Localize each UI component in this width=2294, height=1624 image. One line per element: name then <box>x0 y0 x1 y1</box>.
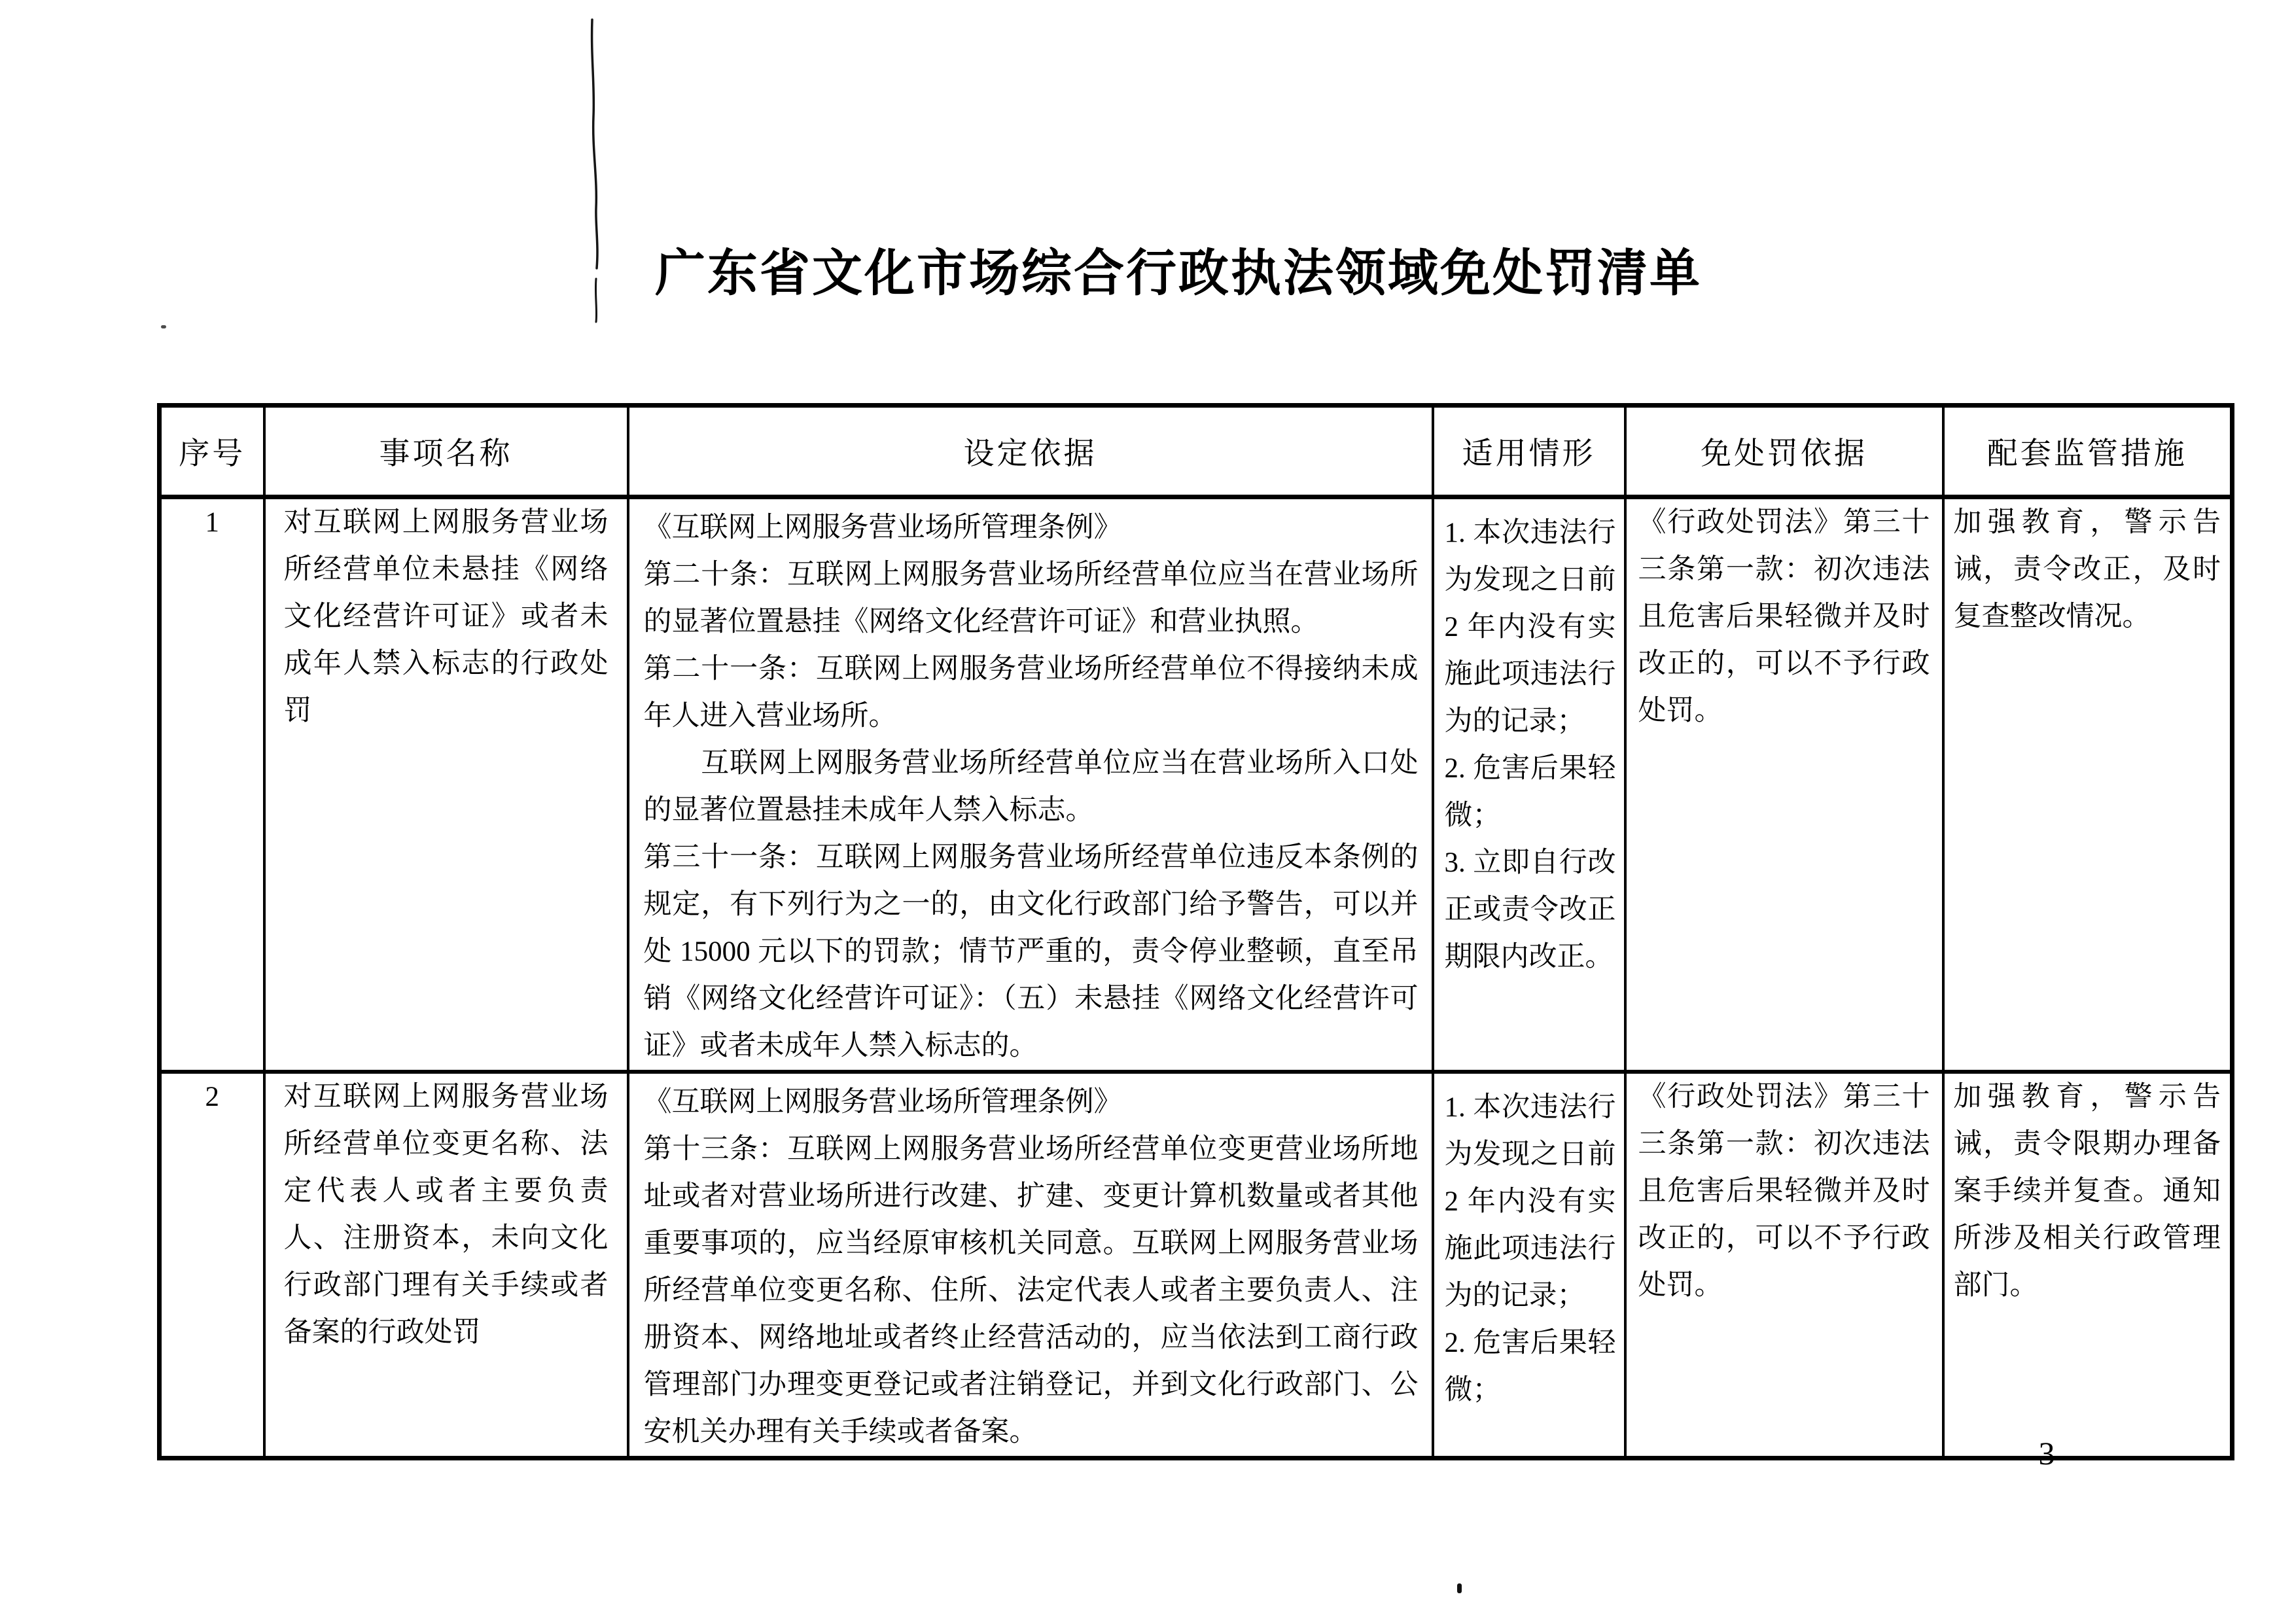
cell-exemption-basis <box>1625 1072 1943 1458</box>
header-legal-basis: 设定依据 <box>628 406 1433 497</box>
exemption-basis-text: 《行政处罚法》第三十三条第一款：初次违法且危害后果轻微并及时改正的，可以不予行政处罚。 <box>1638 507 1930 726</box>
cell-item-name <box>264 1072 628 1458</box>
legal-basis-paragraph: 第二十一条：互联网上网服务营业场所经营单位不得接纳未成年人进入营业场所。 <box>643 654 1419 732</box>
exemption-list-table <box>157 403 2234 1460</box>
cell-applicable-situations <box>1433 497 1625 1072</box>
cell-supervision-measures <box>1943 1072 2232 1458</box>
cell-exemption-basis <box>1625 497 1943 1072</box>
header-exemption-basis: 免处罚依据 <box>1625 406 1943 497</box>
page-title: 广东省文化市场综合行政执法领域免处罚清单 <box>655 245 1702 302</box>
scan-speck <box>1457 1583 1462 1593</box>
situation-item: 3. 立即自行改正或责令改正期限内改正。 <box>1444 847 1616 972</box>
table-row <box>160 1072 2232 1458</box>
supervision-measures-text: 加强教育，警示告诫，责令限期办理备案手续并复查。通知所涉及相关行政管理部门。 <box>1953 1082 2221 1301</box>
cell-supervision-measures <box>1943 497 2232 1072</box>
cell-seq: 2 <box>160 1072 264 1458</box>
exemption-basis-text: 《行政处罚法》第三十三条第一款：初次违法且危害后果轻微并及时改正的，可以不予行政处罚。 <box>1638 1082 1930 1301</box>
cell-item-name <box>264 497 628 1072</box>
item-name-text: 对互联网上网服务营业场所经营单位变更名称、法定代表人或者主要负责人、注册资本，未向文化行政部门理有关手续或者备案的行政处罚 <box>283 1082 609 1348</box>
legal-basis-paragraph: 第十三条：互联网上网服务营业场所经营单位变更营业场所地址或者对营业场所进行改建、扩建、变更计算机数量或者其他重要事项的，应当经原审核机关同意。互联网上网服务营业场所经营单位变更名称、住所、法定代表人或者主要负责人、注册资本、网络地址或者终止经营活动的，应当依法到工商行政管理部门办理变更登记或者注销登记，并到文化行政部门、公安机关办理有关手续或者备案。 <box>643 1134 1419 1447</box>
page-number: – 3 – <box>2003 1435 2095 1472</box>
cell-seq: 1 <box>160 497 264 1072</box>
item-name-text: 对互联网上网服务营业场所经营单位未悬挂《网络文化经营许可证》或者未成年人禁入标志的行政处罚 <box>283 507 609 726</box>
legal-basis-paragraph: 第三十一条：互联网上网服务营业场所经营单位违反本条例的规定，有下列行为之一的，由文化行政部门给予警告，可以并处 15000 元以下的罚款；情节严重的，责令停业整顿，直至吊销《网络文化经营许可证》：（五）未悬挂《网络文化经营许可证》或者未成年人禁入标志的。 <box>643 842 1419 1061</box>
legal-basis-paragraph: 《互联网上网服务营业场所管理条例》 <box>643 1087 1122 1118</box>
situation-item: 1. 本次违法行为发现之日前 2 年内没有实施此项违法行为的记录； <box>1444 518 1616 737</box>
legal-basis-paragraph: 互联网上网服务营业场所经营单位应当在营业场所入口处的显著位置悬挂未成年人禁入标志。 <box>643 748 1419 826</box>
situation-item: 1. 本次违法行为发现之日前 2 年内没有实施此项违法行为的记录； <box>1444 1092 1616 1311</box>
header-applicable-situations: 适用情形 <box>1433 406 1625 497</box>
situation-item: 2. 危害后果轻微； <box>1444 753 1616 831</box>
table-row <box>160 497 2232 1072</box>
legal-basis-paragraph: 第二十条：互联网上网服务营业场所经营单位应当在营业场所的显著位置悬挂《网络文化经营许可证》和营业执照。 <box>643 559 1419 637</box>
cell-legal-basis <box>628 1072 1433 1458</box>
cell-legal-basis <box>628 497 1433 1072</box>
situation-item: 2. 危害后果轻微； <box>1444 1328 1616 1405</box>
header-supervision-measures: 配套监管措施 <box>1943 406 2232 497</box>
legal-basis-paragraph: 《互联网上网服务营业场所管理条例》 <box>643 512 1122 543</box>
scan-speck <box>161 325 166 328</box>
header-seq: 序号 <box>160 406 264 497</box>
supervision-measures-text: 加强教育，警示告诫，责令改正，及时复查整改情况。 <box>1953 507 2221 632</box>
cell-applicable-situations <box>1433 1072 1625 1458</box>
header-item-name: 事项名称 <box>264 406 628 497</box>
table-header-row <box>160 406 2232 497</box>
